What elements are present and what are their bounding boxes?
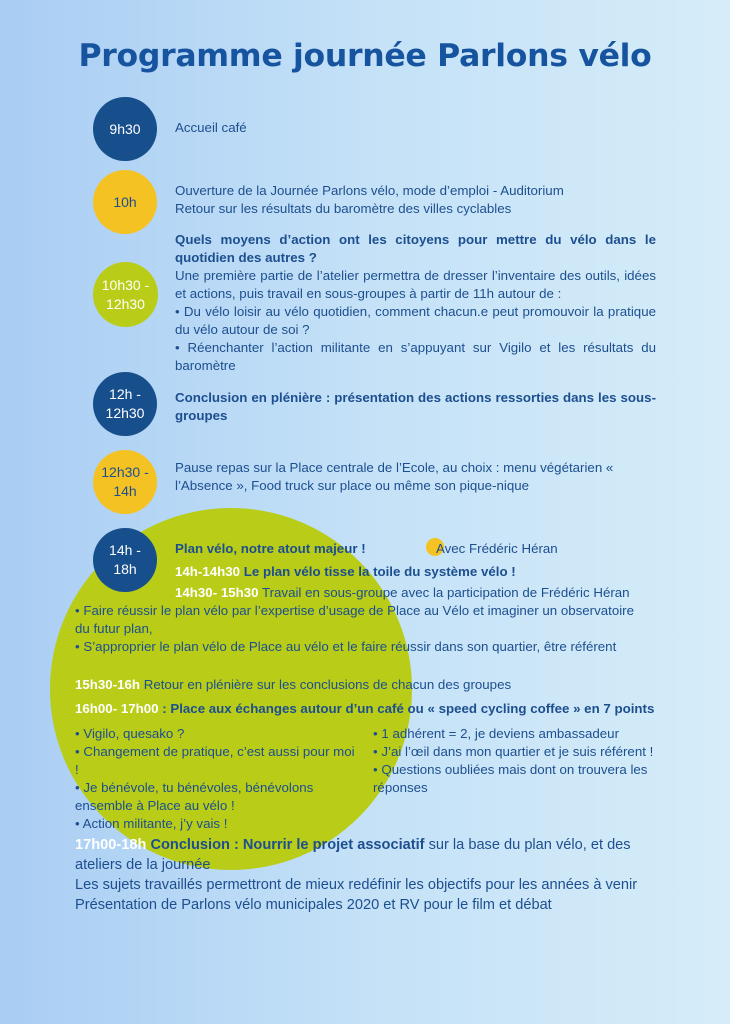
page-title: Programme journée Parlons vélo: [78, 38, 652, 74]
speed-coffee-points-right: • 1 adhérent = 2, je deviens ambassadeur • J’ai l’œil dans mon quartier et je suis référent ! • Questions oubliées mais dont on trouvera les réponses: [373, 726, 654, 795]
time-badge-14h-18h: 14h - 18h: [93, 528, 157, 592]
slot-12h30-text: Pause repas sur la Place centrale de l’Ecole, au choix : menu végétarien « l’Absence », Food truck sur place ou même son pique-nique: [175, 460, 614, 493]
slot-14h-heading: Plan vélo, notre atout majeur !: [175, 541, 366, 556]
closing-text: Les sujets travaillés permettront de mieux redéfinir les objectifs pour les années à venir Présentation de Parlons vélo municipales 2020 et RV pour le film et débat: [75, 877, 638, 913]
slot-9h30-text: Accueil café: [175, 120, 247, 135]
slot-10h30-text: Quels moyens d’action ont les citoyens pour mettre du vélo dans le quotidien des autres ? Une première partie de l’atelier permettra de dresser l’inventaire des outils, idées et actions, puis travail en sous-groupes à partir de 11h autour de : • Du vélo loisir au vélo quotidien, comment chacun.e peut promouvoir la pratique du vélo autour de soi ? • Réenchanter l’action militante en s’appuyant sur Vigilo et les résultats du baromètre: [175, 232, 656, 373]
slot-10h-text: Ouverture de la Journée Parlons vélo, mode d’emploi - Auditorium Retour sur les résultats du baromètre des villes cyclables: [175, 183, 564, 216]
slot-10h30-heading: Quels moyens d’action ont les citoyens pour mettre du vélo dans le quotidien des autres ?: [175, 232, 656, 265]
session-14h30-bullets: • Faire réussir le plan vélo par l’expertise d’usage de Place au Vélo et imaginer un observatoire du futur plan, • S’approprier le plan vélo de Place au vélo et le faire réussir dans son quartier, être référent: [75, 603, 634, 654]
session-14h30-15h30: 14h30- 15h30 Travail en sous-groupe avec la participation de Frédéric Héran: [175, 585, 630, 600]
time-badge-9h30: 9h30: [93, 97, 157, 161]
session-14h-14h30: 14h-14h30 Le plan vélo tisse la toile du système vélo !: [175, 564, 516, 579]
time-badge-10h30-12h30: 10h30 - 12h30: [93, 262, 158, 327]
time-badge-10h: 10h: [93, 170, 157, 234]
speed-coffee-points-left: • Vigilo, quesako ? • Changement de pratique, c’est aussi pour moi ! • Je bénévole, tu bénévoles, bénévolons ensemble à Place au vélo ! • Action militante, j’y vais !: [75, 726, 355, 831]
time-badge-12h-12h30: 12h - 12h30: [93, 372, 157, 436]
session-16h-17h: 16h00- 17h00 : Place aux échanges autour d’un café ou « speed cycling coffee » en 7 points: [75, 701, 655, 716]
slot-14h-guest: Avec Frédéric Héran: [436, 541, 558, 556]
session-17h-18h: 17h00-18h Conclusion : Nourrir le projet associatif sur la base du plan vélo, et des ateliers de la journée: [75, 837, 631, 873]
session-15h30-16h: 15h30-16h Retour en plénière sur les conclusions de chacun des groupes: [75, 677, 512, 692]
slot-12h-text: Conclusion en plénière : présentation des actions ressorties dans les sous-groupes: [175, 390, 656, 423]
time-badge-12h30-14h: 12h30 - 14h: [93, 450, 157, 514]
